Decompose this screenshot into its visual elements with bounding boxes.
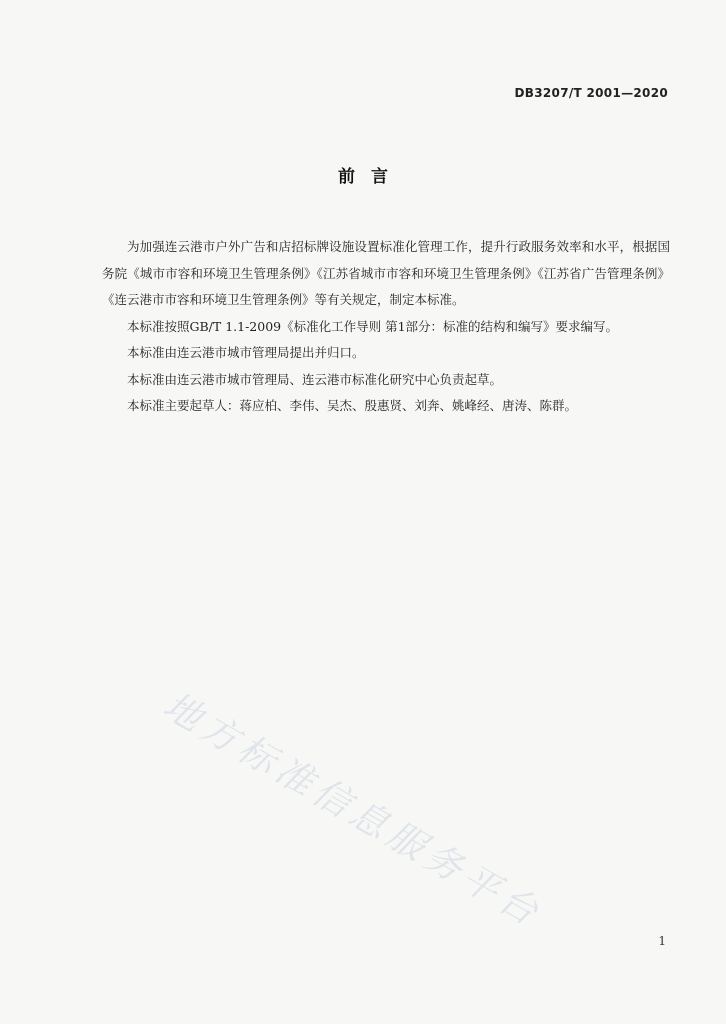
- page-number: 1: [658, 934, 666, 948]
- paragraph-purpose: 为加强连云港市户外广告和店招标牌设施设置标准化管理工作，提升行政服务效率和水平，根据国务院《城市市容和环境卫生管理条例》《江苏省城市市容和环境卫生管理条例》《江苏省广告管理条例》《连云港市市容和环境卫生管理条例》等有关规定，制定本标准。: [102, 239, 670, 307]
- page-title: 前言: [338, 167, 404, 187]
- paragraph-drafters: 本标准主要起草人：蒋应柏、李伟、吴杰、殷惠贤、刘奔、姚峰经、唐涛、陈群。: [127, 398, 578, 413]
- paragraph-drafting-rules: 本标准按照GB/T 1.1-2009《标准化工作导则 第1部分：标准的结构和编写》要求编写。: [127, 318, 619, 334]
- preface-body: [102, 234, 670, 420]
- paragraph-drafting-units: 本标准由连云港市城市管理局、连云港市标准化研究中心负责起草。: [127, 371, 503, 387]
- watermark: 地方标准信息服务平台: [156, 683, 550, 937]
- document-code: DB3207/T 2001—2020: [514, 86, 668, 100]
- paragraph-proposer: 本标准由连云港市城市管理局提出并归口。: [127, 345, 365, 360]
